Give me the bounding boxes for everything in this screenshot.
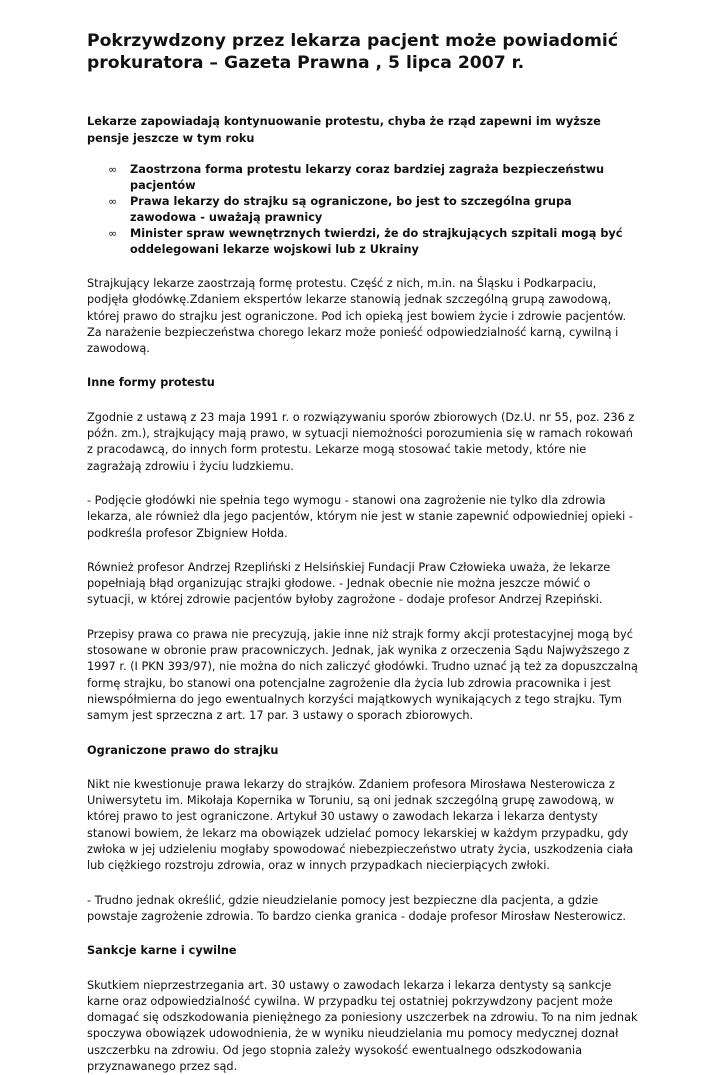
key-point-item (87, 226, 639, 258)
body-paragraph: Również profesor Andrzej Rzepliński z Helsińskiej Fundacji Praw Człowieka uważa, że lekarze popełniają błąd organizując strajki głodowe. - Jednak obecnie nie można jeszcze mówić o sytuacji, w której zdrowie pacjentów byłoby zagrożone - dodaje profesor Andrzej Rzepiński. (87, 560, 639, 609)
section-heading: Inne formy protestu (87, 375, 639, 391)
body-paragraph: Skutkiem nieprzestrzegania art. 30 ustawy o zawodach lekarza i lekarza dentysty są sankcje karne oraz odpowiedzialność cywilna. W przypadku tej ostatniej pokrzywdzony pacjent może domagać się odszkodowania pieniężnego za poniesiony uszczerbek na zdrowiu. To na nim jednak spoczywa obowiązek udowodnienia, że w wyniku nieudzielania mu pomocy medycznej doznał uszczerbku na zdrowiu. Od jego stopnia zależy wysokość ewentualnego odszkodowania przyznawanego przez sąd. (87, 978, 639, 1075)
body-paragraph: Zgodnie z ustawą z 23 maja 1991 r. o rozwiązywaniu sporów zbiorowych (Dz.U. nr 55, poz. 236 z późn. zm.), strajkujący mają prawo, w sytuacji niemożności porozumienia się w ramach rokowań z pracodawcą, do innych form protestu. Lekarze mogą stosować takie metody, które nie zagrażają zdrowiu i życiu ludzkiemu. (87, 410, 639, 475)
body-paragraph: - Podjęcie głodówki nie spełnia tego wymogu - stanowi ona zagrożenie nie tylko dla zdrowia lekarza, ale również dla jego pacjentów, którym nie jest w stanie zapewnić odpowiedniej opieki - podkreśla profesor Zbigniew Hołda. (87, 493, 639, 542)
section-heading: Ograniczone prawo do strajku (87, 743, 639, 759)
body-paragraph: Nikt nie kwestionuje prawa lekarzy do strajków. Zdaniem profesora Mirosława Nesterowicza z Uniwersytetu im. Mikołaja Kopernika w Toruniu, są oni jednak szczególną grupę zawodową, w której prawo to jest ograniczone. Artykuł 30 ustawy o zawodach lekarza i lekarza dentysty stanowi bowiem, że lekarz ma obowiązek udzielać pomocy lekarskiej w każdym przypadku, gdy zwłoka w jej udzieleniu mogłaby spowodować niebezpieczeństwo utraty życia, uszkodzenia ciała lub ciężkiego rozstroju zdrowia, oraz w innych przypadkach niecierpiących zwłoki. (87, 777, 639, 875)
infinity-bullet-icon: ∞ (108, 226, 117, 242)
key-point-item (87, 194, 639, 226)
body-paragraph: Przepisy prawa co prawa nie precyzują, jakie inne niż strajk formy akcji protestacyjnej mogą być stosowane w obronie praw pracowniczych. Jednak, jak wynika z orzeczenia Sądu Najwyższego z 1997 r. (I PKN 393/97), nie można do nich zaliczyć głodówki. Trudno uznać ją też za dopuszczalną formę strajku, bo stanowi ona potencjalne zagrożenie dla życia lub zdrowia pracownika i jest niewspółmierna do jego ewentualnych korzyści majątkowych wynikających z tego strajku. Tym samym jest sprzeczna z art. 17 par. 3 ustawy o sporach zbiorowych. (87, 627, 639, 725)
key-point-item (87, 162, 639, 194)
body-paragraph: - Trudno jednak określić, gdzie nieudzielanie pomocy jest bezpieczne dla pacjenta, a gdzie powstaje zagrożenie zdrowia. To bardzo cienka granica - dodaje profesor Mirosław Nesterowicz. (87, 893, 639, 926)
key-points-list (87, 162, 639, 258)
infinity-bullet-icon: ∞ (108, 194, 117, 210)
section-heading: Sankcje karne i cywilne (87, 943, 639, 959)
key-point-text: Zaostrzona forma protestu lekarzy coraz bardziej zagraża bezpieczeństwu pacjentów (130, 163, 604, 192)
document-page (87, 30, 639, 1075)
article-lead: Lekarze zapowiadają kontynuowanie protestu, chyba że rząd zapewni im wyższe pensje jeszcze w tym roku (87, 114, 639, 147)
key-point-text: Minister spraw wewnętrznych twierdzi, że do strajkujących szpitali mogą być oddelegowani lekarze wojskowi lub z Ukrainy (130, 227, 622, 256)
article-title: Pokrzywdzony przez lekarza pacjent może powiadomić prokuratora – Gazeta Prawna , 5 lipca 2007 r. (87, 30, 639, 74)
intro-paragraph: Strajkujący lekarze zaostrzają formę protestu. Część z nich, m.in. na Śląsku i Podkarpaciu, podjęła głodówkę.Zdaniem ekspertów lekarze stanowią jednak szczególną grupą zawodową, której prawo do strajku jest ograniczone. Pod ich opieką jest bowiem życie i zdrowie pacjentów. Za narażenie bezpieczeństwa chorego lekarz może ponieść odpowiedzialność karną, cywilną i zawodową. (87, 276, 639, 357)
infinity-bullet-icon: ∞ (108, 162, 117, 178)
key-point-text: Prawa lekarzy do strajku są ograniczone, bo jest to szczególna grupa zawodowa - uważają prawnicy (130, 195, 572, 224)
